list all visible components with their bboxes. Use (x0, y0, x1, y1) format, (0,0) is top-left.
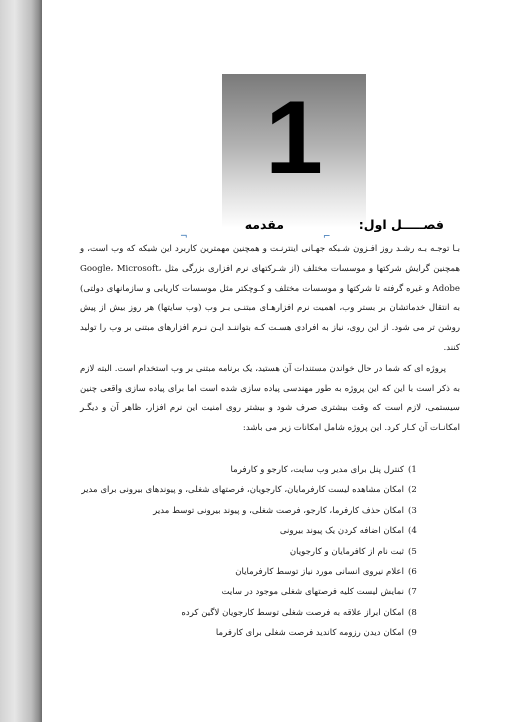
feature-list (60, 460, 422, 644)
text-marker-right: ¬ (180, 232, 188, 242)
list-item (60, 521, 422, 541)
list-item-text: نمایش لیست کلیه فرصتهای شغلی موجود در سایت (221, 587, 404, 598)
page-edge-shadow (0, 0, 42, 722)
list-item-text: امکان اضافه کردن یک پیوند بیرونی (279, 526, 404, 537)
list-item-text: امکان ابراز علاقه به فرصت شغلی توسط کارجویان لاگین کرده (181, 607, 404, 618)
list-item-number: 5) (408, 546, 417, 557)
list-item-number: 8) (408, 607, 417, 618)
list-item (60, 603, 422, 623)
list-item-number: 9) (408, 628, 417, 639)
list-item-text: کنترل پنل برای مدیر وب سایت، کارجو و کارفرما (230, 465, 404, 475)
list-item (60, 623, 422, 643)
paragraph-intro: بـا توجـه بـه رشـد روز افـزون شـبکه جهـانی اینترنـت و همچنین مهمترین کاربرد این شبکه که وب است، و همچنین گرایش شرکتها و موسسات مختلف (از شـرکتهای نرم افزاری بزرگی مثل Google، Microsoft، Adobe و غیره گرفته تا شرکتها و موسسات مختلف و کـوچکتر مثل موسسات کاریابی و سازمانهای دولتی) به انتقال خدماتشان بر بستر وب، اهمیت نرم افزارهـای مبتنـی بـر وب (وب سایتها) هر روز بیش از پیش روشن تر می شود. از این روی، نیاز به افرادی هسـت کـه بتواننـد ایـن نـرم افزارهای مبتنی بر وب را تولید کنند. (80, 244, 460, 353)
list-item-text: امکان دیدن رزومه کاندید فرصت شغلی برای کارفرما (215, 628, 404, 639)
list-item-number: 4) (408, 526, 417, 537)
list-item-text: امکان حذف کارفرما، کارجو، فرصت شغلی، و پیوند بیرونی توسط مدیر (153, 505, 404, 516)
chapter-number: 1 (265, 80, 323, 196)
list-item-text: امکان مشاهده لیست کارفرمایان، کارجویان، فرصتهای شغلی، و پیوندهای بیرونی برای مدیر (81, 485, 404, 496)
list-item (60, 582, 422, 602)
chapter-heading (80, 217, 460, 239)
list-item-number: 7) (408, 587, 417, 598)
list-item-text: اعلام نیروی انسانی مورد نیاز توسط کارفرمایان (235, 566, 404, 577)
list-item (60, 542, 422, 562)
list-item (60, 480, 422, 500)
chapter-label: فصـــــل اول: (358, 217, 444, 232)
body-text (80, 240, 460, 440)
list-item-text: ثبت نام از کافرمایان و کارجویان (289, 546, 404, 557)
list-item-number: 2) (408, 485, 417, 496)
chapter-title: مقدمه (244, 217, 284, 232)
chapter-number-box (222, 74, 366, 228)
paragraph-project: پروژه ای که شما در حال خواندن مستندات آن هستید، یک برنامه مبتنی بر وب استخدام است. البته لازم به ذکر است با این که این پروژه به طور مهندسی پیاده سازی شده است اما برای پیاده سازی واقعی چنین سیستمی، لازم است که وقت بیشتری صرف شود و بیشتر روی امنیت این نرم افزار، ظاهر آن و دیگـر امکانـات آن کـار کرد. این پروژه شامل امکانات زیر می باشد: (80, 363, 460, 434)
list-item-number: 3) (408, 505, 417, 516)
list-item (60, 562, 422, 582)
list-item (60, 501, 422, 521)
list-item (60, 460, 422, 480)
text-marker-left: ⌐ (323, 232, 331, 242)
list-item-number: 6) (408, 566, 417, 577)
list-item-number: 1) (408, 465, 417, 475)
